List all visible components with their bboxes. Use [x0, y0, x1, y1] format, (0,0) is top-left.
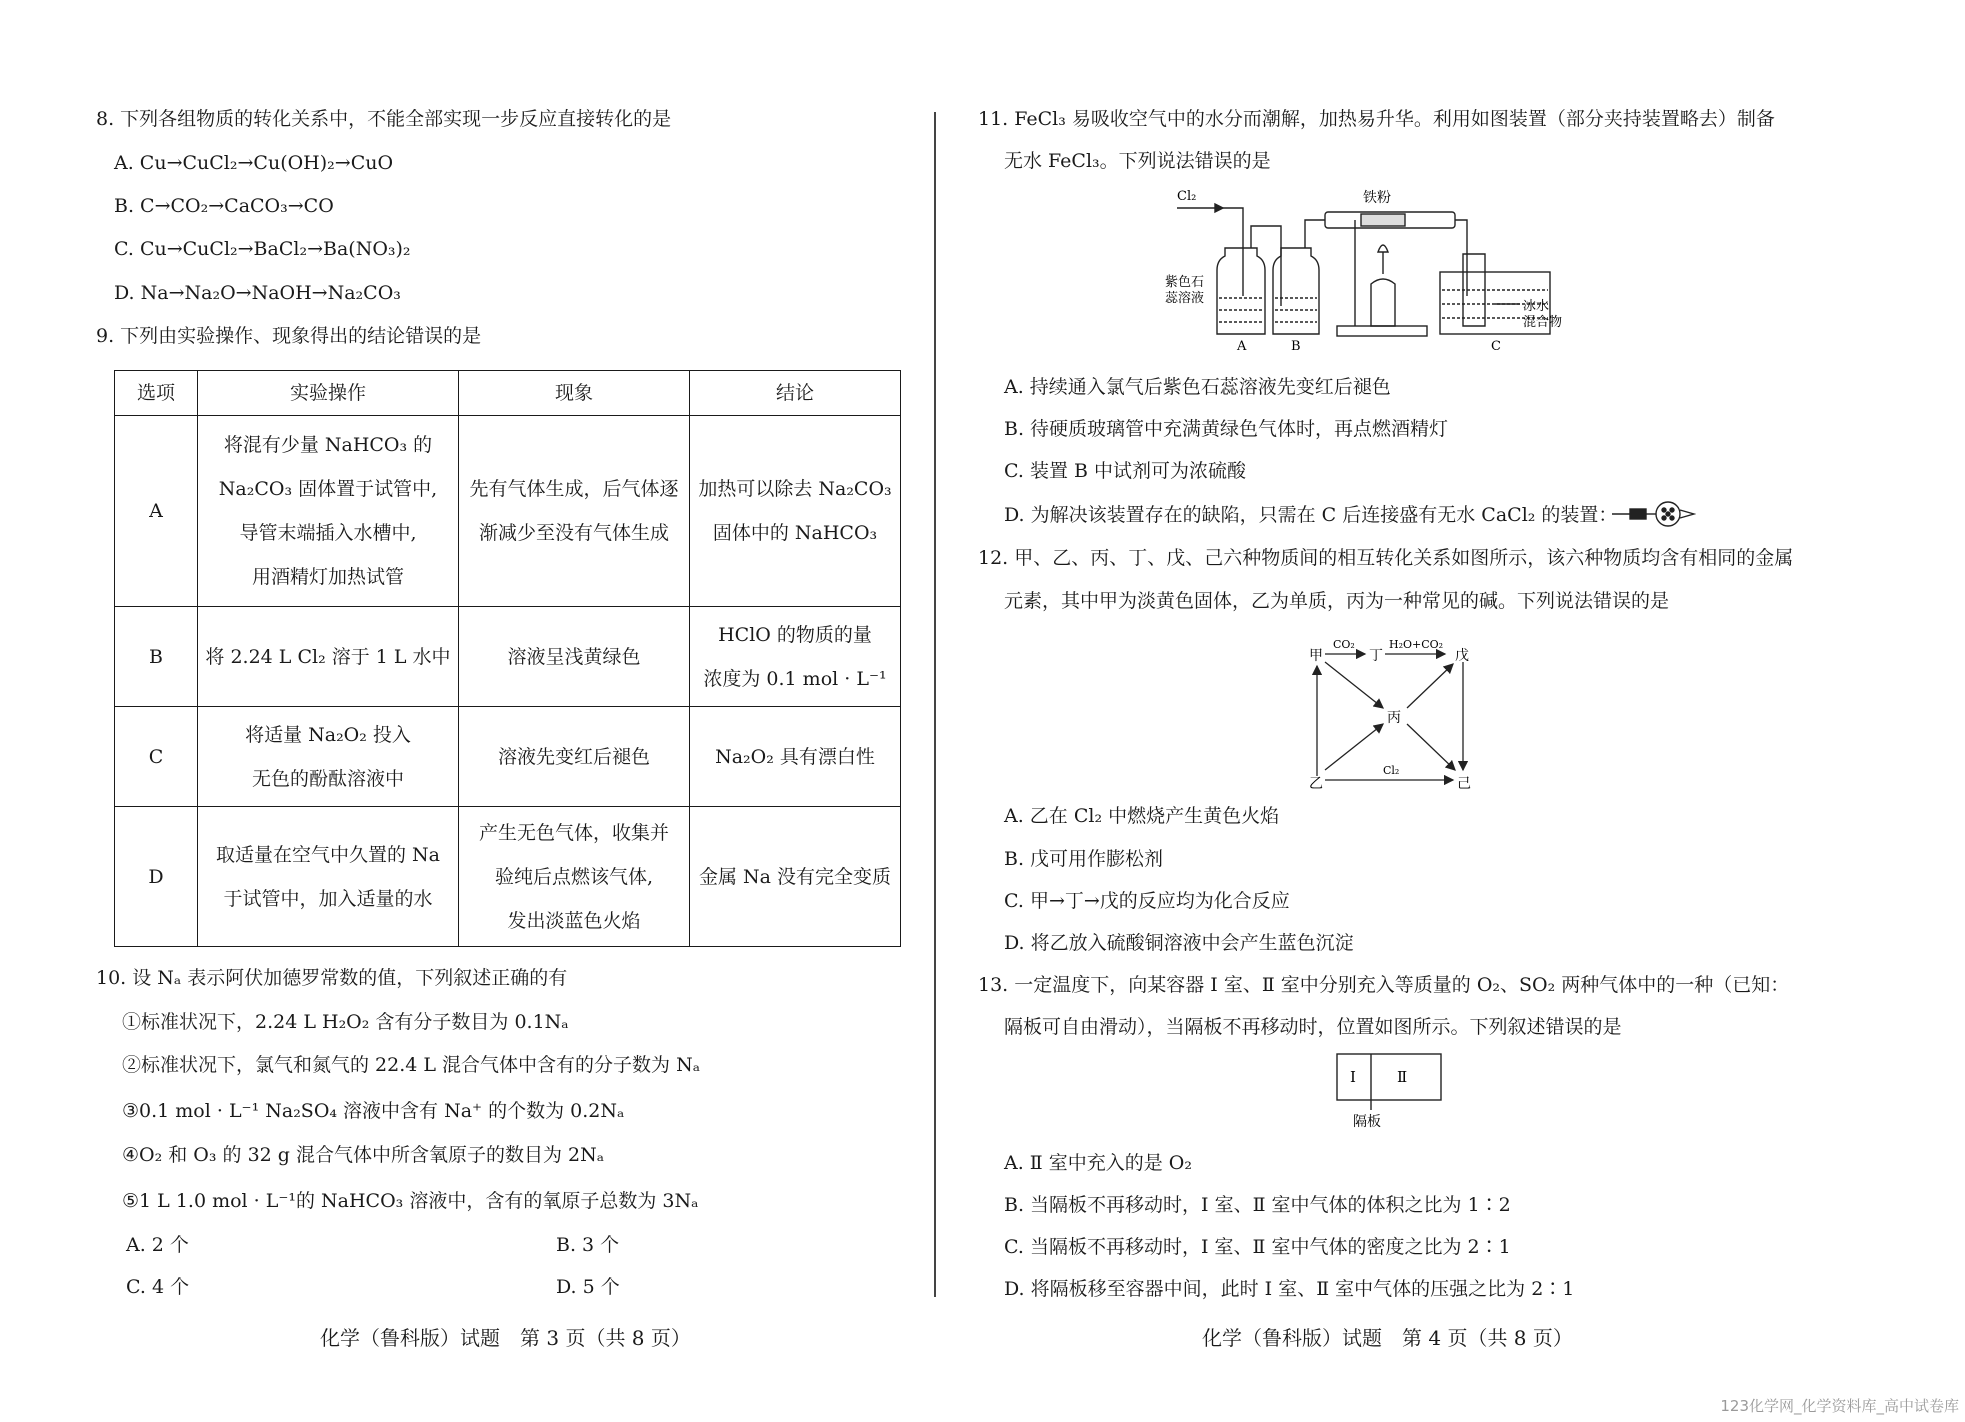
fig-label-ice: 冰水 [1523, 299, 1550, 314]
cell-line: 渐减少至没有气体生成 [478, 522, 669, 544]
table-row [115, 607, 901, 707]
table-header: 选项 [115, 371, 198, 416]
row-phenomenon [459, 707, 690, 807]
row-conclusion [690, 607, 901, 707]
cell-line: 导管末端插入水槽中, [239, 522, 417, 544]
fig-label-a: A [1237, 339, 1247, 352]
row-conclusion [690, 807, 901, 947]
q11-stem-cont: 无水 FeCl₃。下列说法错误的是 [1004, 150, 1271, 172]
fig-label-b: B [1291, 339, 1301, 352]
q11-option-a: A. 持续通入氯气后紫色石蕊溶液先变红后褪色 [1004, 376, 1391, 398]
drying-tube-icon [1610, 500, 1696, 532]
node-ji: 己 [1457, 776, 1471, 790]
node-ding: 丁 [1369, 648, 1383, 664]
row-operation [198, 607, 459, 707]
row-phenomenon [459, 416, 690, 607]
q10-stem: 10. 设 Nₐ 表示阿伏加德罗常数的值，下列叙述正确的有 [96, 967, 568, 989]
room-1-label: Ⅰ [1350, 1068, 1356, 1086]
cell-line: 于试管中，加入适量的水 [223, 887, 433, 910]
node-bing: 丙 [1387, 710, 1401, 726]
cell-line: 先有气体生成，后气体逐 [469, 478, 679, 500]
cell-line: Na₂O₂ 具有漂白性 [715, 745, 875, 768]
fig-label-ice: 混合物 [1523, 315, 1563, 330]
q9-stem: 9. 下列由实验操作、现象得出的结论错误的是 [96, 325, 482, 347]
row-operation [198, 707, 459, 807]
cell-line: 溶液先变红后褪色 [497, 745, 650, 768]
fig-label-c: C [1491, 339, 1501, 352]
cell-line: 将 2.24 L Cl₂ 溶于 1 L 水中 [205, 645, 451, 668]
q13-stem: 13. 一定温度下，向某容器 Ⅰ 室、Ⅱ 室中分别充入等质量的 O₂、SO₂ 两种气体中的一种（已知： [978, 974, 1790, 996]
row-conclusion [690, 707, 901, 807]
q11-option-c: C. 装置 B 中试剂可为浓硫酸 [1004, 460, 1246, 482]
q13-stem-cont: 隔板可自由滑动），当隔板不再移动时，位置如图所示。下列叙述错误的是 [1004, 1016, 1622, 1038]
row-phenomenon [459, 807, 690, 947]
cell-line: Na₂CO₃ 固体置于试管中, [218, 478, 438, 500]
edge-label-h2o-co2: H₂O+CO₂ [1389, 638, 1444, 651]
q8-stem: 8. 下列各组物质的转化关系中，不能全部实现一步反应直接转化的是 [96, 108, 672, 130]
q13-option-a: A. Ⅱ 室中充入的是 O₂ [1004, 1152, 1192, 1174]
q11-option-b: B. 待硬质玻璃管中充满黄绿色气体时，再点燃酒精灯 [1004, 418, 1449, 440]
cell-line: 固体中的 NaHCO₃ [712, 522, 878, 544]
q12-stem: 12. 甲、乙、丙、丁、戊、己六种物质间的相互转化关系如图所示，该六种物质均含有相同的金属 [978, 547, 1794, 569]
q11-stem: 11. FeCl₃ 易吸收空气中的水分而潮解，加热易升华。利用如图装置（部分夹持装置略去）制备 [978, 108, 1775, 130]
q10-statement: ①标准状况下，2.24 L H₂O₂ 含有分子数目为 0.1Nₐ [122, 1011, 569, 1033]
cell-line: 验纯后点燃该气体, [494, 865, 654, 888]
table-row [115, 707, 901, 807]
cell-line: 将混有少量 NaHCO₃ 的 [223, 434, 433, 456]
q10-option-c: C. 4 个 [126, 1276, 190, 1298]
cell-line: 将适量 Na₂O₂ 投入 [245, 723, 411, 746]
q13-container-figure [1335, 1052, 1445, 1130]
row-option: A [115, 416, 198, 607]
q10-statement: ⑤1 L 1.0 mol · L⁻¹的 NaHCO₃ 溶液中，含有的氧原子总数为 3Nₐ [122, 1190, 699, 1212]
table-row [115, 807, 901, 947]
q13-option-c: C. 当隔板不再移动时，Ⅰ 室、Ⅱ 室中气体的密度之比为 2∶1 [1004, 1236, 1511, 1258]
fig-label-litmus: 紫色石 [1165, 275, 1205, 290]
row-option: C [115, 707, 198, 807]
cell-line: 无色的酚酞溶液中 [251, 767, 404, 790]
row-operation [198, 416, 459, 607]
cell-line: HClO 的物质的量 [718, 623, 872, 646]
table-row [115, 416, 901, 607]
q10-option-a: A. 2 个 [126, 1234, 189, 1256]
q12-option-c: C. 甲→丁→戊的反应均为化合反应 [1004, 890, 1290, 912]
partition-label: 隔板 [1353, 1114, 1381, 1130]
q10-option-b: B. 3 个 [556, 1234, 620, 1256]
q9-table [114, 370, 901, 947]
q12-option-a: A. 乙在 Cl₂ 中燃烧产生黄色火焰 [1004, 805, 1280, 827]
q11-apparatus-figure [1165, 186, 1565, 352]
node-wu: 戊 [1455, 648, 1469, 664]
cell-line: 溶液呈浅黄绿色 [507, 645, 641, 668]
edge-label-co2: CO₂ [1333, 638, 1355, 651]
fig-label-cl2: Cl₂ [1177, 189, 1197, 204]
cell-line: 浓度为 0.1 mol · L⁻¹ [703, 667, 887, 690]
watermark: 123化学网_化学资料库_高中试卷库 [1720, 1397, 1959, 1415]
q8-option-b: B. C→CO₂→CaCO₃→CO [114, 195, 334, 217]
table-header: 结论 [690, 371, 901, 416]
q10-statement: ④O₂ 和 O₃ 的 32 g 混合气体中所含氧原子的数目为 2Nₐ [122, 1144, 605, 1166]
q8-option-d: D. Na→Na₂O→NaOH→Na₂CO₃ [114, 282, 401, 304]
table-header: 实验操作 [198, 371, 459, 416]
row-conclusion [690, 416, 901, 607]
q12-stem-cont: 元素，其中甲为淡黄色固体，乙为单质，丙为一种常见的碱。下列说法错误的是 [1004, 590, 1670, 612]
cell-line: 金属 Na 没有完全变质 [698, 865, 892, 888]
edge-label-cl2: Cl₂ [1383, 764, 1400, 777]
row-phenomenon [459, 607, 690, 707]
column-divider [934, 112, 936, 1297]
q13-option-b: B. 当隔板不再移动时，Ⅰ 室、Ⅱ 室中气体的体积之比为 1∶2 [1004, 1194, 1511, 1216]
page-footer: 化学（鲁科版）试题 第 4 页（共 8 页） [1202, 1326, 1573, 1350]
table-header-row [115, 371, 901, 416]
cell-line: 产生无色气体，收集并 [478, 821, 669, 844]
q10-option-d: D. 5 个 [556, 1276, 620, 1298]
q12-option-b: B. 戊可用作膨松剂 [1004, 848, 1164, 870]
q12-option-d: D. 将乙放入硫酸铜溶液中会产生蓝色沉淀 [1004, 932, 1354, 954]
fig-label-iron: 铁粉 [1363, 190, 1391, 206]
q13-option-d: D. 将隔板移至容器中间，此时 Ⅰ 室、Ⅱ 室中气体的压强之比为 2∶1 [1004, 1278, 1575, 1300]
q12-relation-diagram [1305, 630, 1485, 790]
cell-line: 取适量在空气中久置的 Na [216, 843, 440, 866]
cell-line: 发出淡蓝色火焰 [507, 909, 641, 932]
row-option: D [115, 807, 198, 947]
row-operation [198, 807, 459, 947]
q8-option-c: C. Cu→CuCl₂→BaCl₂→Ba(NO₃)₂ [114, 238, 411, 260]
fig-label-litmus: 蕊溶液 [1165, 291, 1205, 306]
cell-line: 加热可以除去 Na₂CO₃ [698, 478, 892, 500]
q8-option-a: A. Cu→CuCl₂→Cu(OH)₂→CuO [114, 152, 394, 174]
q11-option-d: D. 为解决该装置存在的缺陷，只需在 C 后连接盛有无水 CaCl₂ 的装置： [1004, 504, 1618, 526]
row-option: B [115, 607, 198, 707]
page-footer: 化学（鲁科版）试题 第 3 页（共 8 页） [320, 1326, 691, 1350]
room-2-label: Ⅱ [1397, 1068, 1408, 1086]
table-header: 现象 [459, 371, 690, 416]
node-jia: 甲 [1309, 648, 1323, 664]
node-yi: 乙 [1309, 776, 1323, 790]
q10-statement: ③0.1 mol · L⁻¹ Na₂SO₄ 溶液中含有 Na⁺ 的个数为 0.2Nₐ [122, 1100, 625, 1122]
q10-statement: ②标准状况下，氯气和氮气的 22.4 L 混合气体中含有的分子数为 Nₐ [122, 1054, 701, 1076]
cell-line: 用酒精灯加热试管 [251, 566, 404, 588]
